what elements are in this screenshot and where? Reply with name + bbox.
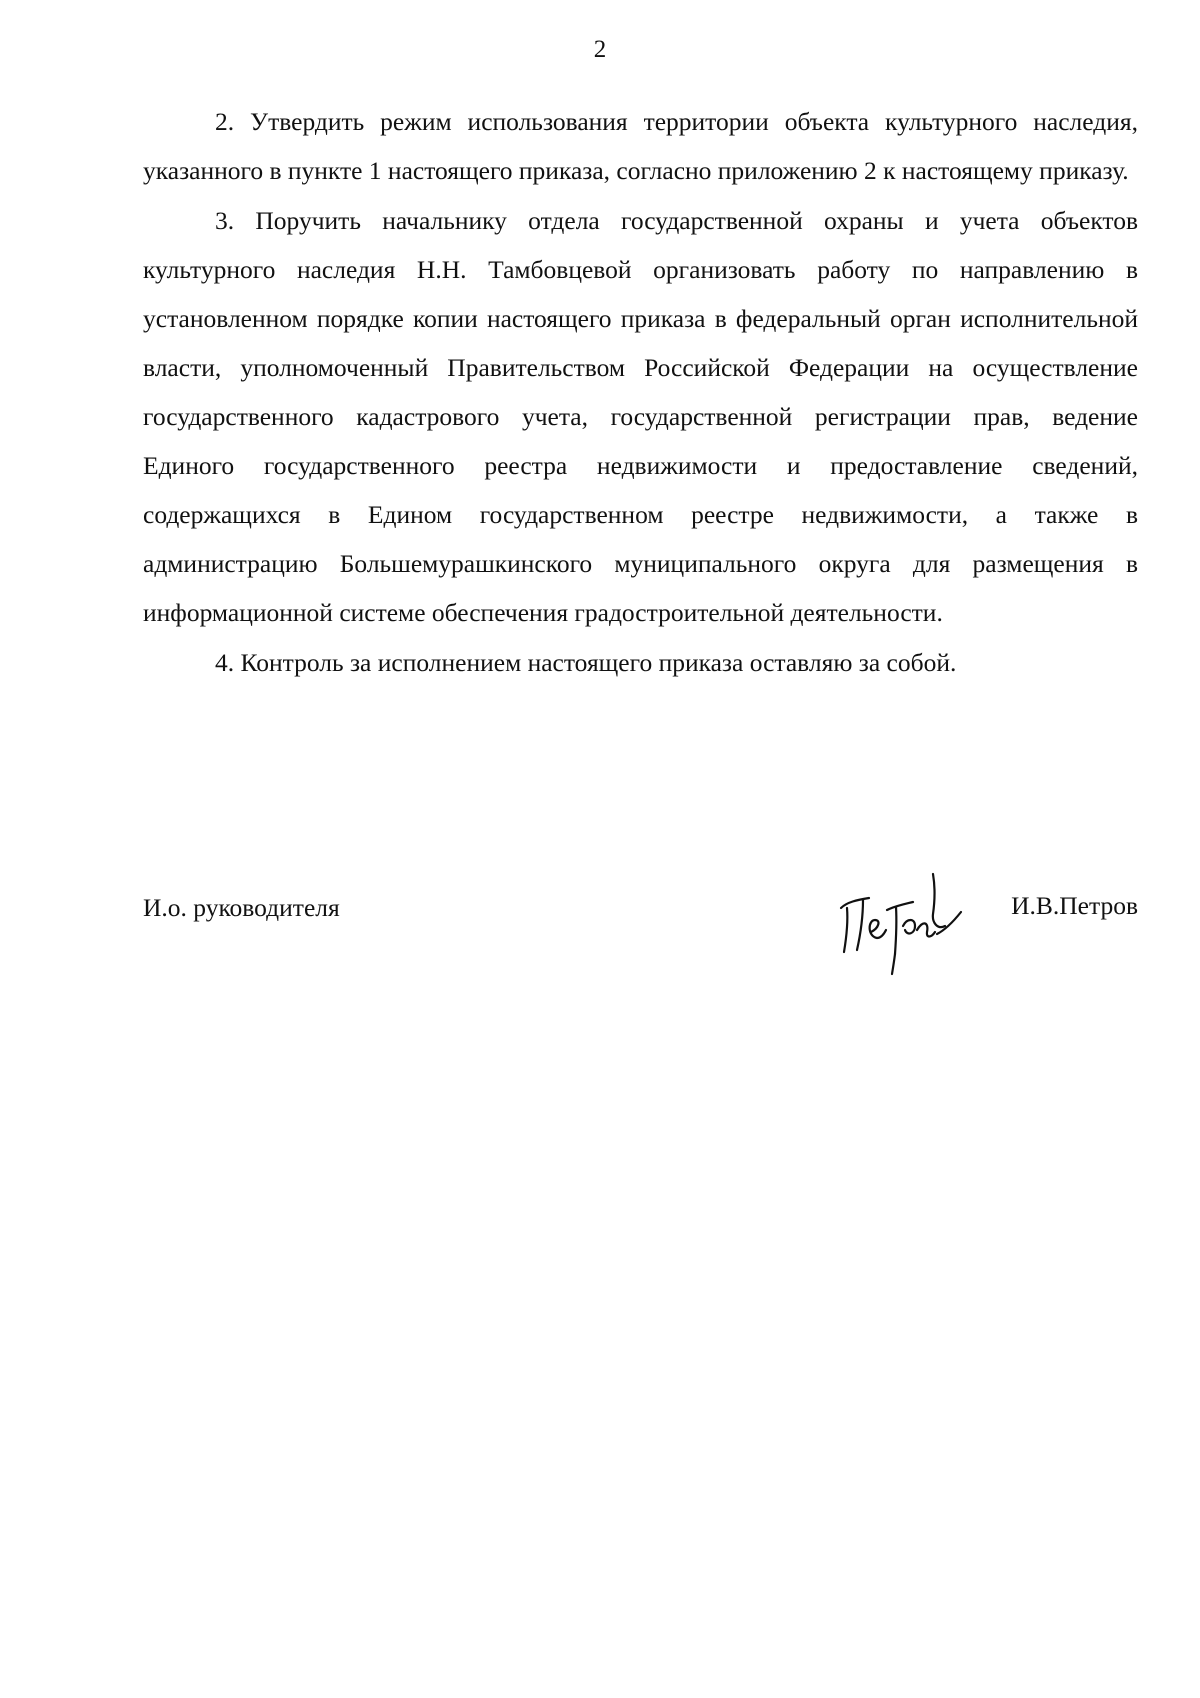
signature-block — [143, 862, 1138, 982]
signer-name: И.В.Петров — [1011, 891, 1138, 920]
paragraph-3-instruction: 3. Поручить начальнику отдела государственной охраны и учета объектов культурного наследия Н.Н. Тамбовцевой организовать работу по направлению в установленном порядке копии настоящего приказа в федеральный орган исполнительной власти, уполномоченный Правительством Российской Федерации на осуществление государственного кадастрового учета, государственной регистрации прав, ведение Единого государственного реестра недвижимости и предоставление сведений, содержащихся в Едином государственном реестре недвижимости, а также в администрацию Большемурашкинского муниципального округа для размещения в информационной системе обеспечения градостроительной деятельности. — [143, 206, 1138, 627]
handwritten-signature — [833, 862, 968, 977]
paragraph-4-control: 4. Контроль за исполнением настоящего приказа оставляю за собой. — [215, 648, 957, 677]
page-number: 2 — [593, 36, 607, 63]
signer-title: И.о. руководителя — [143, 893, 340, 922]
paragraph-2-approve-regime: 2. Утвердить режим использования территории объекта культурного наследия, указанного в пункте 1 настоящего приказа, согласно приложению 2 к настоящему приказу. — [143, 107, 1138, 185]
document-body — [143, 97, 1138, 687]
